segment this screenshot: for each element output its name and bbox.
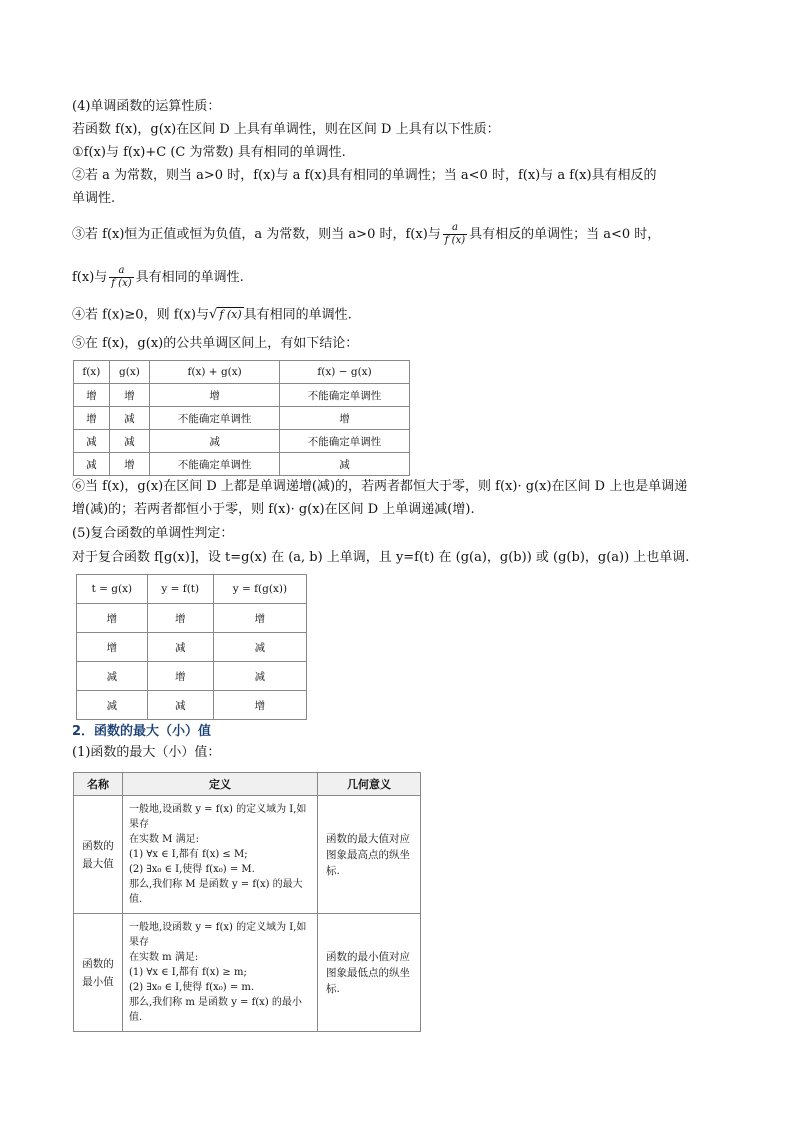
subsection-title: (1)函数的最大（小）值： (72, 745, 221, 760)
table-row (74, 384, 410, 407)
table-cell: 增 (109, 453, 149, 476)
property-3-cont-a: f(x)与 (72, 270, 108, 285)
property-2-cont: 单调性. (72, 191, 116, 206)
table-cell-geometry: 函数的最小值对应图象最低点的纵坐标. (318, 914, 421, 1032)
table-row (74, 796, 421, 914)
fraction-numerator: a (443, 222, 467, 235)
property-6: ⑥当 f(x)，g(x)在区间 D 上都是单调递增(减)的，若两者都恒大于零，则 f(x)· g(x)在区间 D 上也是单调递 (72, 479, 688, 494)
property-3-cont (72, 265, 244, 290)
property-4-part-a: ④若 f(x)≥0，则 f(x)与 (72, 307, 210, 323)
property-1: ①f(x)与 f(x)+C (C 为常数) 具有相同的单调性. (72, 145, 346, 160)
table-row (74, 407, 410, 430)
table-row (77, 691, 307, 720)
property-6-cont: 增(减)的；若两者都恒小于零，则 f(x)· g(x)在区间 D 上单调递减(增). (72, 502, 475, 517)
table-cell: 增 (150, 384, 280, 407)
property-3-part-a: ③若 f(x)恒为正值或恒为负值，a 为常数，则当 a>0 时，f(x)与 (72, 227, 441, 242)
sqrt-expression: √ f (x) (209, 307, 242, 322)
table-row (74, 430, 410, 453)
property-3-part-b: 具有相反的单调性；当 a<0 时， (469, 227, 661, 242)
definition-line: 一般地,设函数 y = f(x) 的定义域为 I,如果存 (129, 804, 307, 830)
table-cell: 增 (147, 662, 213, 691)
table-cell-definition (123, 796, 318, 914)
table-cell: 减 (77, 662, 148, 691)
table-cell: 不能确定单调性 (150, 453, 280, 476)
property-4 (72, 306, 352, 325)
table-cell-geometry: 函数的最大值对应图象最高点的纵坐标. (318, 796, 421, 914)
fraction (109, 265, 133, 290)
table-cell: 减 (109, 407, 149, 430)
table-header-row (77, 575, 307, 604)
table-row (77, 633, 307, 662)
paragraph-premise: 若函数 f(x)，g(x)在区间 D 上具有单调性，则在区间 D 上具有以下性质： (72, 122, 500, 137)
table-cell: 不能确定单调性 (150, 407, 280, 430)
table-cell: 减 (74, 453, 110, 476)
table-cell: 增 (109, 384, 149, 407)
table-header-cell: f(x) − g(x) (280, 361, 410, 384)
definition-line: 一般地,设函数 y = f(x) 的定义域为 I,如果存 (129, 922, 307, 948)
table-cell: 减 (77, 691, 148, 720)
table-row (74, 453, 410, 476)
table-cell: 减 (109, 430, 149, 453)
section-4-title: (4)单调函数的运算性质： (72, 99, 221, 114)
definition-line: (2) ∃x₀ ∈ I,使得 f(x₀) = m. (129, 982, 255, 993)
table-cell-definition (123, 914, 318, 1032)
max-min-table (73, 772, 421, 1032)
fraction-denominator: f (x) (444, 235, 466, 246)
property-3 (72, 222, 660, 247)
table-cell: 增 (213, 691, 306, 720)
table-header-cell: 名称 (74, 773, 123, 796)
definition-line: 在实数 M 满足: (129, 834, 199, 845)
property-4-part-b: 具有相同的单调性. (243, 307, 352, 323)
table-row (77, 662, 307, 691)
table-cell: 减 (213, 633, 306, 662)
definition-line: 在实数 m 满足: (129, 952, 199, 963)
definition-line: 那么,我们称 m 是函数 y = f(x) 的最小值. (129, 997, 302, 1023)
table-header-cell: f(x) (74, 361, 110, 384)
fraction (443, 222, 467, 247)
property-2: ②若 a 为常数，则当 a>0 时，f(x)与 a f(x)具有相同的单调性；当 a<0 时，f(x)与 a f(x)具有相反的 (72, 168, 657, 183)
table-header-cell: g(x) (109, 361, 149, 384)
table-header-row (74, 773, 421, 796)
definition-line: 那么,我们称 M 是函数 y = f(x) 的最大值. (129, 879, 303, 905)
table-cell: 增 (280, 407, 410, 430)
table-cell: 减 (213, 662, 306, 691)
fraction-denominator: f (x) (111, 278, 132, 289)
table-header-cell: t = g(x) (77, 575, 148, 604)
table-cell: 增 (77, 633, 148, 662)
table-cell: 不能确定单调性 (280, 430, 410, 453)
table-cell-name: 函数的最大值 (74, 796, 123, 914)
table-header-cell: f(x) + g(x) (150, 361, 280, 384)
table-header-row (74, 361, 410, 384)
table-header-cell: 几何意义 (318, 773, 421, 796)
table-cell: 增 (74, 407, 110, 430)
sqrt-radicand: f (x) (219, 308, 242, 321)
table-cell: 减 (150, 430, 280, 453)
table-row (77, 604, 307, 633)
table-row (74, 914, 421, 1032)
property-5: ⑤在 f(x)，g(x)的公共单调区间上，有如下结论： (72, 336, 359, 351)
section-heading: 2．函数的最大（小）值 (72, 724, 212, 739)
table-cell: 减 (280, 453, 410, 476)
table-cell-name: 函数的最小值 (74, 914, 123, 1032)
composite-rule: 对于复合函数 f[g(x)]，设 t=g(x) 在 (a, b) 上单调，且 y=f(t) 在 (g(a)，g(b)) 或 (g(b)，g(a)) 上也单调. (72, 550, 690, 565)
table-cell: 减 (74, 430, 110, 453)
definition-line: (2) ∃x₀ ∈ I,使得 f(x₀) = M. (129, 864, 255, 875)
definition-line: (1) ∀x ∈ I,都有 f(x) ≥ m; (129, 967, 247, 978)
table-header-cell: 定义 (123, 773, 318, 796)
table-cell: 增 (77, 604, 148, 633)
sum-difference-table (73, 360, 410, 476)
table-cell: 增 (147, 604, 213, 633)
fraction-numerator: a (109, 265, 133, 278)
property-3-cont-b: 具有相同的单调性. (135, 270, 244, 285)
table-cell: 减 (147, 691, 213, 720)
table-cell: 减 (147, 633, 213, 662)
section-5-title: (5)复合函数的单调性判定： (72, 526, 234, 541)
table-header-cell: y = f(t) (147, 575, 213, 604)
definition-line: (1) ∀x ∈ I,都有 f(x) ≤ M; (129, 849, 248, 860)
composite-table (76, 574, 307, 720)
table-cell: 增 (213, 604, 306, 633)
table-header-cell: y = f(g(x)) (213, 575, 306, 604)
table-cell: 不能确定单调性 (280, 384, 410, 407)
table-cell: 增 (74, 384, 110, 407)
